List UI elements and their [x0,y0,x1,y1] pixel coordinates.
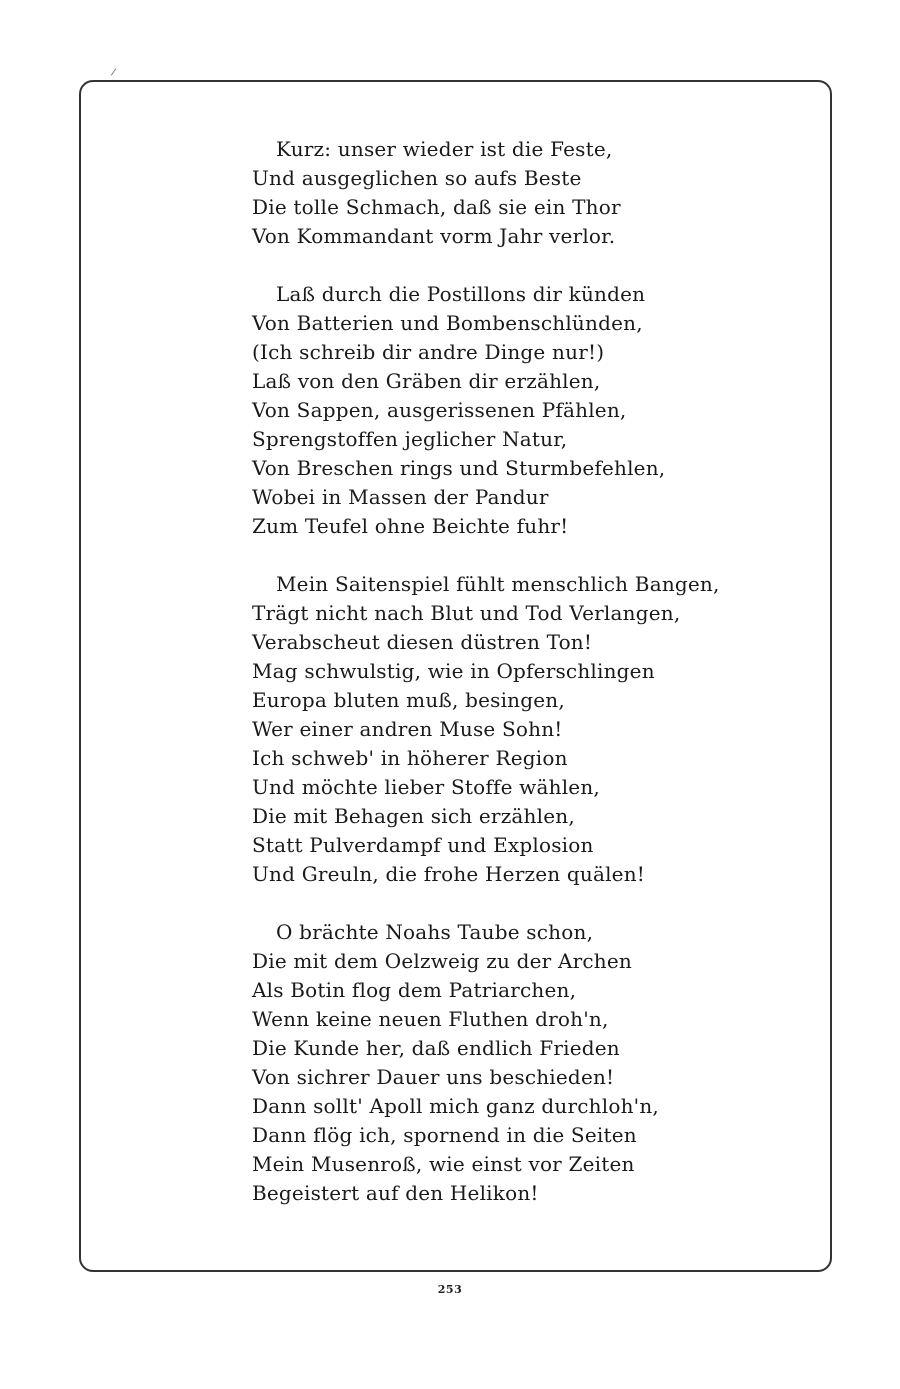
verse-line: Sprengstoffen jeglicher Natur, [252,427,568,451]
stanza [252,918,772,1208]
verse-line: Kurz: unser wieder ist die Feste, [276,137,613,161]
verse-line: Und möchte lieber Stoffe wählen, [252,775,600,799]
stanza [252,570,772,889]
verse-line: Trägt nicht nach Blut und Tod Verlangen, [252,601,681,625]
verse-line: Europa bluten muß, besingen, [252,688,565,712]
verse-line: Laß von den Gräben dir erzählen, [252,369,601,393]
scan-mark [111,68,116,75]
verse-line: Als Botin flog dem Patriarchen, [252,978,577,1002]
verse-line: Mag schwulstig, wie in Opferschlingen [252,659,655,683]
verse-line: Von Sappen, ausgerissenen Pfählen, [252,398,627,422]
verse-line: Begeistert auf den Helikon! [252,1181,539,1205]
verse-line: Und Greuln, die frohe Herzen quälen! [252,862,646,886]
verse-line: Von Breschen rings und Sturmbefehlen, [252,456,666,480]
verse-line: Die mit dem Oelzweig zu der Archen [252,949,632,973]
poem [252,135,772,1237]
verse-line: Laß durch die Postillons dir künden [276,282,646,306]
verse-line: Die Kunde her, daß endlich Frieden [252,1036,620,1060]
verse-line: O brächte Noahs Taube schon, [276,920,594,944]
verse-line: Verabscheut diesen düstren Ton! [252,630,593,654]
verse-line: Wer einer andren Muse Sohn! [252,717,563,741]
verse-line: Mein Saitenspiel fühlt menschlich Bangen, [276,572,720,596]
verse-line: Von Batterien und Bombenschlünden, [252,311,643,335]
verse-line: Zum Teufel ohne Beichte fuhr! [252,514,569,538]
verse-line: Die mit Behagen sich erzählen, [252,804,575,828]
verse-line: Wenn keine neuen Fluthen droh'n, [252,1007,609,1031]
verse-line: Mein Musenroß, wie einst vor Zeiten [252,1152,635,1176]
verse-line: Wobei in Massen der Pandur [252,485,549,509]
verse-line: Statt Pulverdampf und Explosion [252,833,594,857]
verse-line: Dann flög ich, spornend in die Seiten [252,1123,637,1147]
verse-line: (Ich schreib dir andre Dinge nur!) [252,340,605,364]
stanza [252,280,772,541]
page-number: 253 [437,1283,463,1296]
stanza [252,135,772,251]
verse-line: Von Kommandant vorm Jahr verlor. [252,224,616,248]
verse-line: Dann sollt' Apoll mich ganz durchloh'n, [252,1094,659,1118]
verse-line: Die tolle Schmach, daß sie ein Thor [252,195,621,219]
verse-line: Und ausgeglichen so aufs Beste [252,166,582,190]
verse-line: Ich schweb' in höherer Region [252,746,568,770]
verse-line: Von sichrer Dauer uns beschieden! [252,1065,615,1089]
